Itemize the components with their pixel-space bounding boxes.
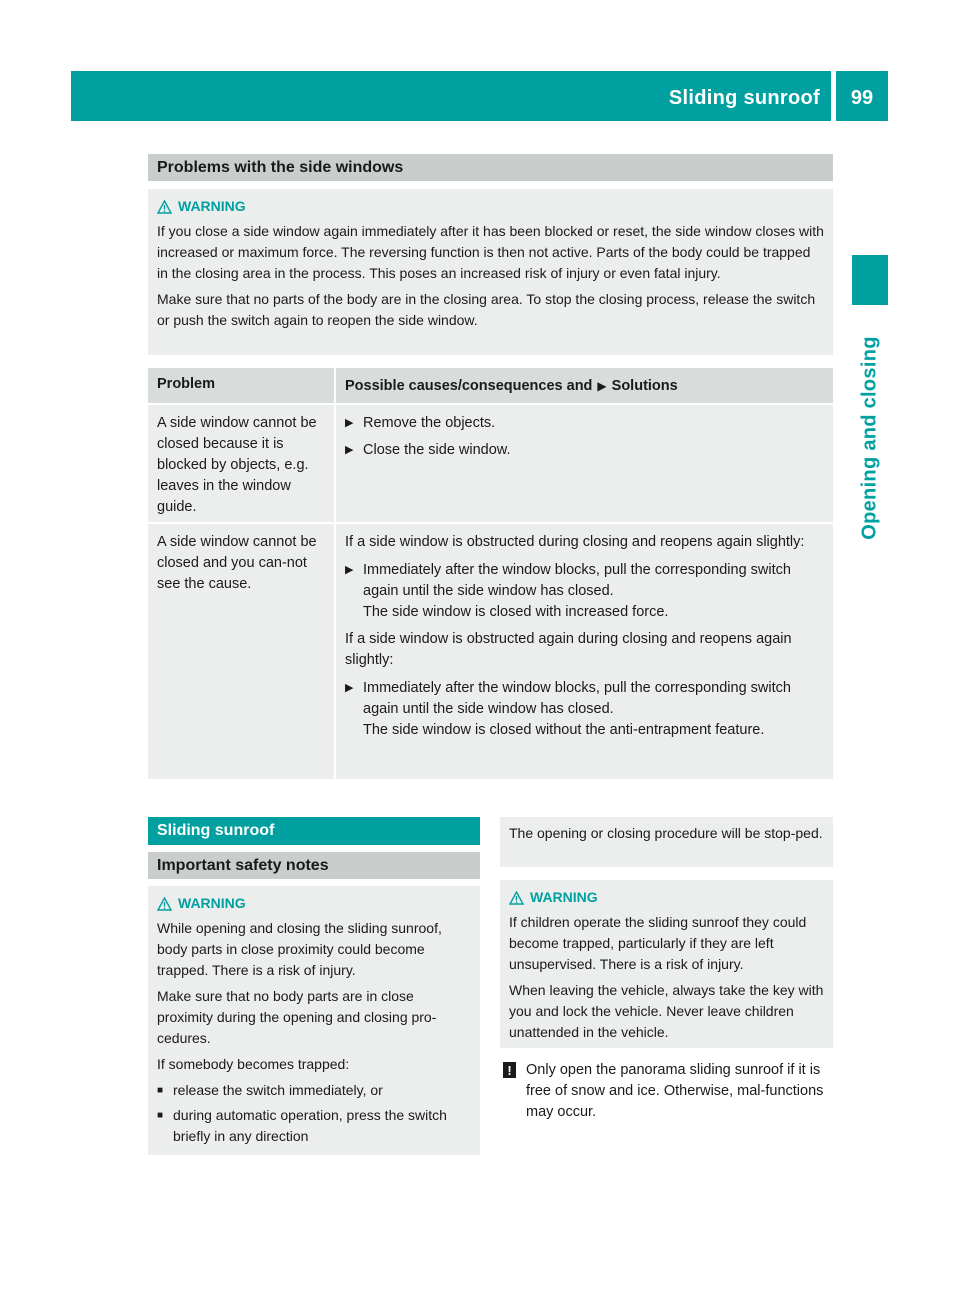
- step-instruction: Immediately after the window blocks, pull the corresponding switch again until the side window has closed.: [363, 680, 791, 717]
- section-heading-sliding-sunroof: Sliding sunroof: [148, 817, 480, 845]
- warning-triangle-icon: [157, 897, 172, 911]
- continued-text-box: [500, 817, 833, 867]
- table-header-solutions-suffix: Solutions: [611, 377, 678, 394]
- table-cell-solution: [336, 524, 833, 779]
- step-text: [363, 560, 824, 623]
- step-arrow-icon: ▶: [345, 564, 354, 576]
- warning-box-side-windows: [148, 189, 833, 355]
- warning-header: [157, 196, 824, 217]
- chapter-tab: [852, 255, 888, 305]
- table-header-solutions: [336, 368, 833, 403]
- step-text: [363, 678, 824, 741]
- note-text: Only open the panorama sliding sunroof if it is free of snow and ice. Otherwise, mal-functions may occur.: [526, 1062, 824, 1120]
- table-cell-solution: [336, 405, 833, 522]
- warning-text: While opening and closing the sliding sunroof, body parts in close proximity could become trapped. There is a risk of injury.: [157, 920, 442, 978]
- problem-text: A side window cannot be closed because it is blocked by objects, e.g. leaves in the window guide.: [157, 415, 317, 515]
- warning-text: Make sure that no body parts are in close proximity during the opening and closing pro-cedures.: [157, 988, 437, 1046]
- bullet-text: during automatic operation, press the switch briefly in any direction: [173, 1107, 447, 1144]
- bullet-item: [157, 1105, 471, 1147]
- step-item: [345, 440, 824, 461]
- table-cell-problem: [148, 524, 334, 779]
- warning-label: WARNING: [178, 895, 246, 911]
- warning-text: When leaving the vehicle, always take the key with you and lock the vehicle. Never leave children unattended in the vehicle.: [509, 982, 824, 1040]
- step-item: [345, 678, 824, 741]
- exclamation-icon: !: [503, 1062, 516, 1078]
- warning-text: If children operate the sliding sunroof they could become trapped, particularly if they are left unsupervised. There is a risk of injury.: [509, 914, 807, 972]
- bullet-text: release the switch immediately, or: [173, 1082, 383, 1098]
- warning-triangle-icon: [157, 200, 172, 214]
- step-item: [345, 560, 824, 623]
- warning-box-sunroof: [148, 886, 480, 1155]
- section-heading-side-windows: Problems with the side windows: [148, 154, 833, 181]
- warning-label: WARNING: [178, 198, 246, 214]
- step-text: Close the side window.: [363, 442, 511, 458]
- warning-text: If you close a side window again immediately after it has been blocked or reset, the side window closes with increased or maximum force. The reversing function is then not active. Parts of the body could be trapped in the closing area in the process. This poses an increased risk of injury or even fatal injury.: [157, 223, 824, 281]
- step-result: The side window is closed with increased force.: [363, 604, 669, 620]
- warning-header: [509, 887, 824, 908]
- solution-intro: If a side window is obstructed during closing and reopens again slightly:: [345, 534, 805, 550]
- subsection-heading-safety-notes: Important safety notes: [148, 852, 480, 879]
- page-number: 99: [850, 87, 874, 109]
- warning-label: WARNING: [530, 889, 598, 905]
- table-cell-problem: [148, 405, 334, 522]
- step-arrow-icon: ▶: [345, 444, 354, 456]
- solution-intro: If a side window is obstructed again during closing and reopens again slightly:: [345, 631, 792, 668]
- warning-text: If somebody becomes trapped:: [157, 1056, 350, 1072]
- step-text: Remove the objects.: [363, 415, 496, 431]
- problem-text: A side window cannot be closed and you can-not see the cause.: [157, 534, 317, 592]
- warning-text: Make sure that no parts of the body are in the closing area. To stop the closing process, release the switch or push the switch again to reopen the side window.: [157, 291, 816, 328]
- warning-header: [157, 893, 471, 914]
- bullet-item: [157, 1080, 471, 1101]
- chapter-label: Opening and closing: [858, 336, 881, 540]
- step-instruction: Immediately after the window blocks, pull the corresponding switch again until the side window has closed.: [363, 562, 791, 599]
- table-header-solutions-prefix: Possible causes/consequences and: [345, 377, 593, 394]
- bullet-icon: ■: [157, 1110, 164, 1121]
- warning-box-children: [500, 880, 833, 1048]
- step-arrow-icon: ▶: [345, 417, 354, 429]
- warning-triangle-icon: [509, 891, 524, 905]
- step-item: [345, 413, 824, 434]
- note-panorama: [503, 1060, 835, 1123]
- arrow-icon: ▶: [597, 378, 607, 393]
- step-result: The side window is closed without the anti-entrapment feature.: [363, 722, 765, 738]
- page-title: Sliding sunroof: [668, 87, 820, 109]
- continued-text: The opening or closing procedure will be stop-ped.: [509, 825, 823, 841]
- step-arrow-icon: ▶: [345, 682, 354, 694]
- table-header-problem: Problem: [148, 368, 334, 403]
- bullet-icon: ■: [157, 1085, 164, 1096]
